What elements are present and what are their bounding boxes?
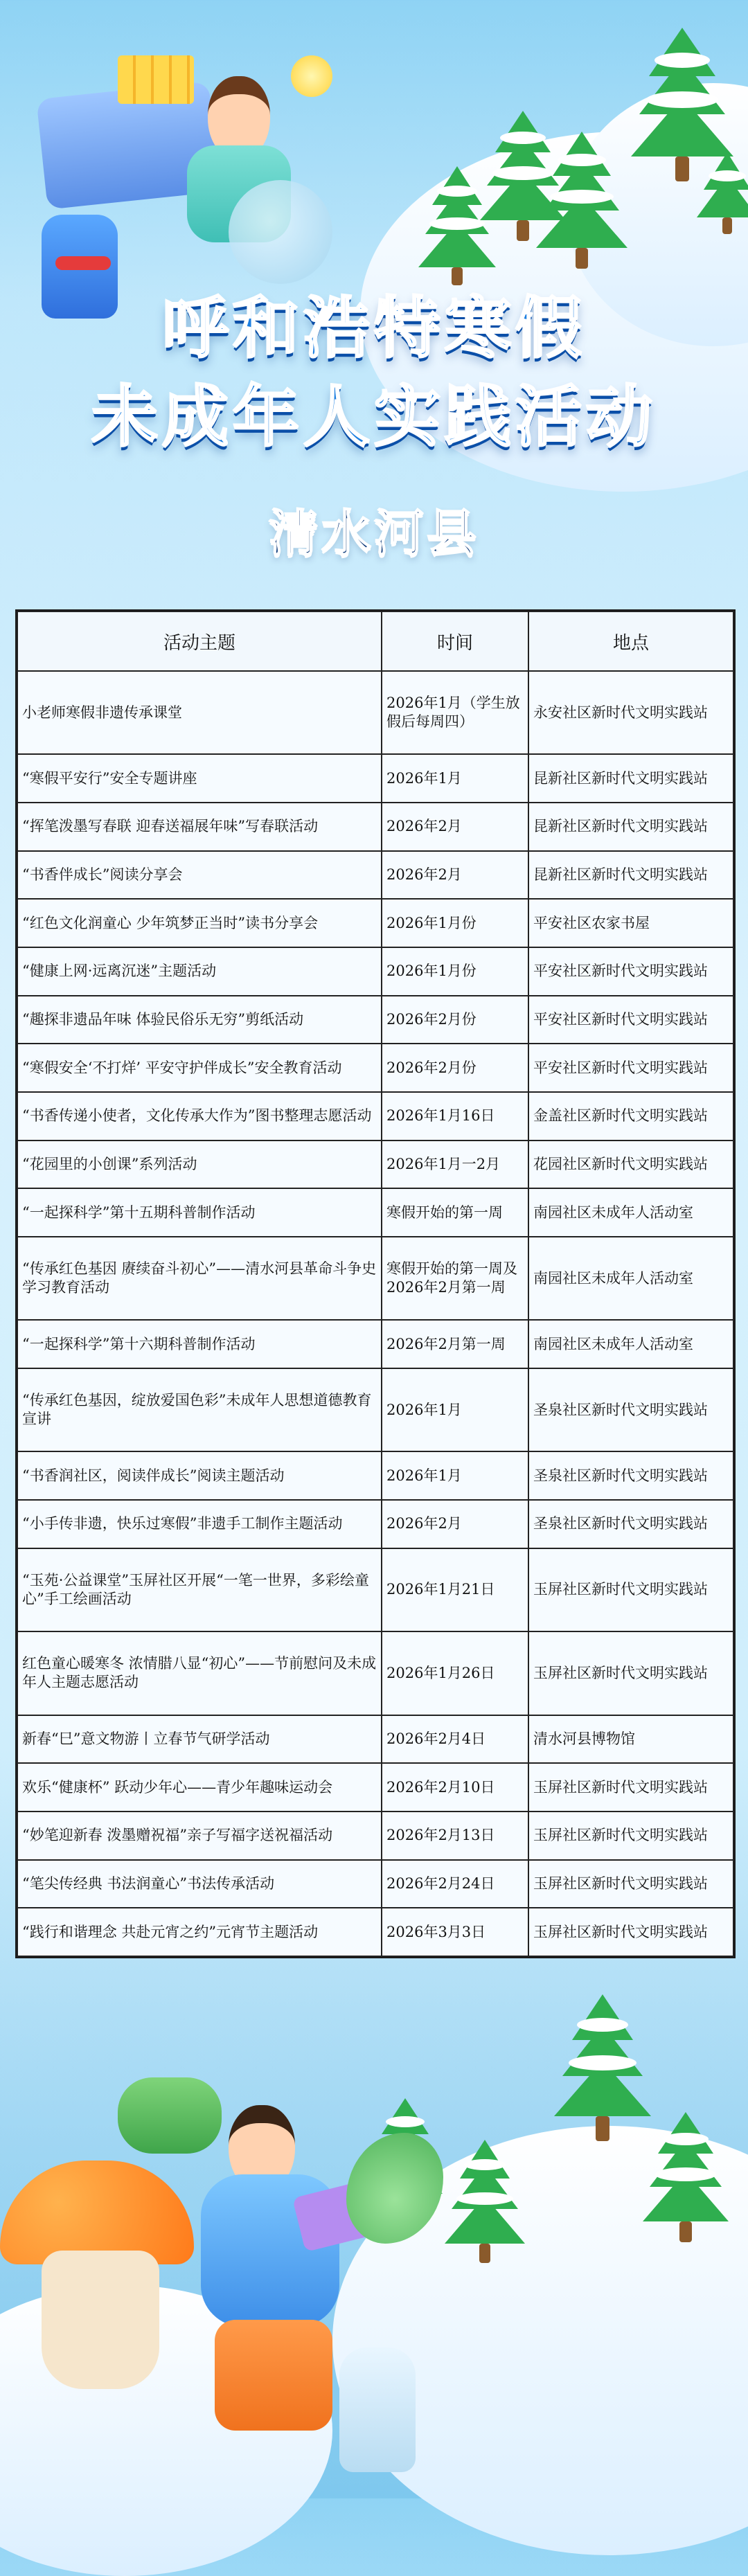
dragon-toy-icon	[118, 2077, 222, 2154]
activity-theme-cell: “书香润社区，阅读伴成长”阅读主题活动	[17, 1451, 382, 1500]
table-row	[17, 851, 733, 900]
activity-place-cell: 南园社区未成年人活动室	[528, 1237, 733, 1320]
activity-time-cell: 2026年1月份	[382, 947, 528, 996]
activity-place-cell: 玉屏社区新时代文明实践站	[528, 1631, 733, 1715]
table-row	[17, 947, 733, 996]
boy-pants-icon	[215, 2320, 332, 2431]
table-row	[17, 1451, 733, 1500]
table-row	[17, 1237, 733, 1320]
activity-theme-cell: “寒假平安行”安全专题讲座	[17, 754, 382, 803]
table-row	[17, 1044, 733, 1092]
activity-place-cell: 花园社区新时代文明实践站	[528, 1141, 733, 1189]
activity-time-cell: 2026年2月10日	[382, 1763, 528, 1812]
title-block	[0, 284, 748, 461]
activity-place-cell: 金盖社区新时代文明实践站	[528, 1092, 733, 1141]
table-row	[17, 1908, 733, 1956]
activity-time-cell: 2026年2月份	[382, 1044, 528, 1092]
activity-place-cell: 圣泉社区新时代文明实践站	[528, 1500, 733, 1548]
activity-place-cell: 南园社区未成年人活动室	[528, 1188, 733, 1237]
table-row	[17, 803, 733, 851]
activity-time-cell: 2026年3月3日	[382, 1908, 528, 1956]
activity-time-cell: 2026年2月13日	[382, 1812, 528, 1860]
activity-place-cell: 昆新社区新时代文明实践站	[528, 803, 733, 851]
lightbulb-icon	[291, 55, 332, 97]
column-header-theme: 活动主题	[17, 611, 382, 671]
activity-theme-cell: “红色文化润童心 少年筑梦正当时”读书分享会	[17, 899, 382, 947]
table-row	[17, 754, 733, 803]
activity-theme-cell: “趣探非遗品年味 体验民俗乐无穷”剪纸活动	[17, 996, 382, 1044]
page-title-line2: 未成年人实践活动	[91, 378, 657, 456]
activity-theme-cell: 红色童心暖寒冬 浓情腊八显“初心”——节前慰问及未成年人主题志愿活动	[17, 1631, 382, 1715]
table-row	[17, 1092, 733, 1141]
activity-time-cell: 2026年2月份	[382, 996, 528, 1044]
activity-time-cell: 2026年2月	[382, 1500, 528, 1548]
activity-time-cell: 寒假开始的第一周	[382, 1188, 528, 1237]
table-row	[17, 1860, 733, 1908]
activity-time-cell: 2026年2月24日	[382, 1860, 528, 1908]
activity-place-cell: 平安社区农家书屋	[528, 899, 733, 947]
activity-place-cell: 南园社区未成年人活动室	[528, 1320, 733, 1368]
table-row	[17, 1715, 733, 1764]
activity-place-cell: 圣泉社区新时代文明实践站	[528, 1451, 733, 1500]
activity-place-cell: 圣泉社区新时代文明实践站	[528, 1368, 733, 1451]
books-icon	[118, 55, 194, 104]
boy-with-tablet-illustration	[0, 2050, 485, 2498]
table-header-row	[17, 611, 733, 671]
mushroom-house-icon	[0, 2161, 194, 2264]
boy-at-desk-illustration	[28, 28, 346, 319]
table-row	[17, 1548, 733, 1631]
activity-theme-cell: “健康上网·远离沉迷”主题活动	[17, 947, 382, 996]
activity-time-cell: 2026年1月	[382, 1368, 528, 1451]
scarf-icon	[55, 256, 111, 270]
table-row	[17, 996, 733, 1044]
activity-theme-cell: “传承红色基因，绽放爱国色彩”未成年人思想道德教育宣讲	[17, 1368, 382, 1451]
activity-place-cell: 玉屏社区新时代文明实践站	[528, 1548, 733, 1631]
activity-theme-cell: “笔尖传经典 书法润童心”书法传承活动	[17, 1860, 382, 1908]
activity-theme-cell: “书香传递小使者，文化传承大作为”图书整理志愿活动	[17, 1092, 382, 1141]
county-subtitle: 清水河县	[268, 504, 479, 562]
activity-place-cell: 玉屏社区新时代文明实践站	[528, 1860, 733, 1908]
pencil-mascot-icon	[339, 2347, 416, 2472]
activity-place-cell: 昆新社区新时代文明实践站	[528, 754, 733, 803]
activity-theme-cell: “书香伴成长”阅读分享会	[17, 851, 382, 900]
table-row	[17, 1763, 733, 1812]
activity-place-cell: 玉屏社区新时代文明实践站	[528, 1812, 733, 1860]
activity-time-cell: 寒假开始的第一周及2026年2月第一周	[382, 1237, 528, 1320]
activity-time-cell: 2026年2月4日	[382, 1715, 528, 1764]
activity-time-cell: 2026年1月（学生放假后每周四）	[382, 671, 528, 754]
column-header-place: 地点	[528, 611, 733, 671]
activity-time-cell: 2026年1月份	[382, 899, 528, 947]
plant-icon	[346, 2133, 443, 2244]
activity-theme-cell: 新春“巳”意文物游丨立春节气研学活动	[17, 1715, 382, 1764]
column-header-time: 时间	[382, 611, 528, 671]
activity-theme-cell: “挥笔泼墨写春联 迎春送福展年味”写春联活动	[17, 803, 382, 851]
activity-time-cell: 2026年1月26日	[382, 1631, 528, 1715]
chair-icon	[229, 180, 332, 284]
table-row	[17, 1812, 733, 1860]
activity-table-container	[15, 609, 736, 1958]
activity-place-cell: 玉屏社区新时代文明实践站	[528, 1763, 733, 1812]
activity-theme-cell: 小老师寒假非遗传承课堂	[17, 671, 382, 754]
activity-theme-cell: “花园里的小创课”系列活动	[17, 1141, 382, 1189]
activity-place-cell: 昆新社区新时代文明实践站	[528, 851, 733, 900]
table-row	[17, 1631, 733, 1715]
table-row	[17, 1500, 733, 1548]
table-row	[17, 899, 733, 947]
activity-place-cell: 平安社区新时代文明实践站	[528, 996, 733, 1044]
activity-time-cell: 2026年2月	[382, 803, 528, 851]
activity-time-cell: 2026年2月	[382, 851, 528, 900]
activity-place-cell: 平安社区新时代文明实践站	[528, 1044, 733, 1092]
activity-theme-cell: “一起探科学”第十五期科普制作活动	[17, 1188, 382, 1237]
activity-time-cell: 2026年1月16日	[382, 1092, 528, 1141]
activity-place-cell: 平安社区新时代文明实践站	[528, 947, 733, 996]
activity-place-cell: 清水河县博物馆	[528, 1715, 733, 1764]
activity-theme-cell: “一起探科学”第十六期科普制作活动	[17, 1320, 382, 1368]
activity-table	[17, 611, 734, 1957]
table-row	[17, 1188, 733, 1237]
activity-place-cell: 永安社区新时代文明实践站	[528, 671, 733, 754]
activity-time-cell: 2026年2月第一周	[382, 1320, 528, 1368]
page-title-line1: 呼和浩特寒假	[162, 289, 586, 367]
activity-theme-cell: “寒假安全‘不打烊’ 平安守护伴成长”安全教育活动	[17, 1044, 382, 1092]
activity-time-cell: 2026年1月	[382, 1451, 528, 1500]
activity-theme-cell: 欢乐“健康杯” 跃动少年心——青少年趣味运动会	[17, 1763, 382, 1812]
activity-theme-cell: “践行和谐理念 共赴元宵之约”元宵节主题活动	[17, 1908, 382, 1956]
activity-theme-cell: “小手传非遗，快乐过寒假”非遗手工制作主题活动	[17, 1500, 382, 1548]
mushroom-stem-icon	[42, 2251, 159, 2389]
activity-time-cell: 2026年1月一2月	[382, 1141, 528, 1189]
activity-theme-cell: “妙笔迎新春 泼墨赠祝福”亲子写福字送祝福活动	[17, 1812, 382, 1860]
activity-theme-cell: “传承红色基因 赓续奋斗初心”——清水河县革命斗争史学习教育活动	[17, 1237, 382, 1320]
table-row	[17, 671, 733, 754]
table-row	[17, 1320, 733, 1368]
table-row	[17, 1368, 733, 1451]
activity-theme-cell: “玉苑·公益课堂”玉屏社区开展“一笔一世界，多彩绘童心”手工绘画活动	[17, 1548, 382, 1631]
activity-place-cell: 玉屏社区新时代文明实践站	[528, 1908, 733, 1956]
table-row	[17, 1141, 733, 1189]
activity-time-cell: 2026年1月	[382, 754, 528, 803]
activity-time-cell: 2026年1月21日	[382, 1548, 528, 1631]
